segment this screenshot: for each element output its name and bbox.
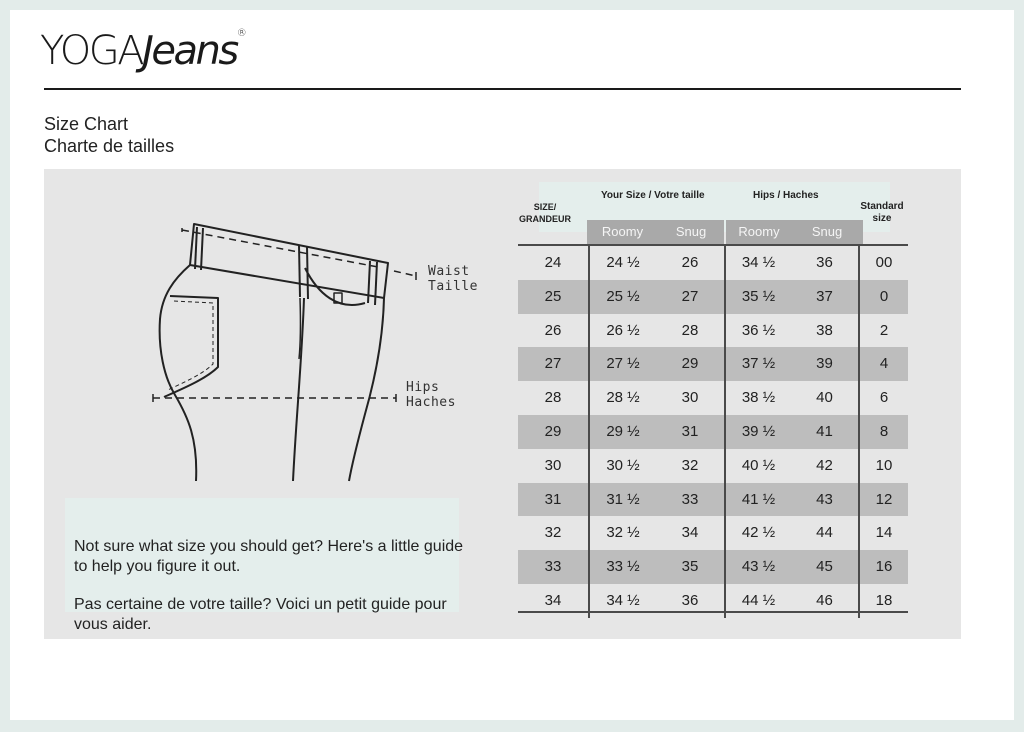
table-cell: 38 ½ bbox=[724, 381, 791, 415]
table-cell: 32 bbox=[544, 524, 562, 542]
table-cell: 29 bbox=[518, 415, 588, 449]
table-cell: 40 bbox=[816, 389, 833, 407]
table-cell: 34 bbox=[681, 524, 699, 542]
table-cell: 28 ½ bbox=[588, 381, 656, 415]
table-cell: 43 bbox=[791, 483, 858, 517]
table-cell: 39 bbox=[791, 347, 858, 381]
hips-label-fr: Haches bbox=[406, 395, 456, 410]
table-cell: 10 bbox=[858, 449, 908, 483]
table-row bbox=[518, 483, 908, 517]
table-cell: 30 ½ bbox=[588, 449, 656, 483]
table-cell: 27 bbox=[518, 347, 588, 381]
table-row bbox=[518, 246, 908, 280]
table-cell: 42 ½ bbox=[724, 516, 791, 550]
hips-roomy-header: Roomy bbox=[738, 224, 780, 239]
table-cell: 44 bbox=[816, 524, 833, 542]
table-cell: 8 bbox=[858, 415, 908, 449]
table-cell: 27 ½ bbox=[588, 347, 656, 381]
table-cell: 25 ½ bbox=[588, 280, 656, 314]
hips-label-en: Hips bbox=[406, 380, 440, 395]
table-cell: 44 ½ bbox=[724, 584, 791, 618]
table-cell: 36 bbox=[816, 254, 833, 271]
table-cell: 27 bbox=[656, 280, 724, 314]
table-cell: 41 ½ bbox=[724, 483, 791, 517]
standard-header-line2: size bbox=[872, 213, 892, 224]
table-cell: 6 bbox=[858, 381, 908, 415]
jeans-diagram bbox=[78, 199, 478, 499]
title-en: Size Chart bbox=[44, 114, 129, 134]
table-cell: 41 bbox=[791, 415, 858, 449]
table-cell: 42 bbox=[816, 456, 833, 474]
table-cell: 35 bbox=[656, 550, 724, 584]
table-row bbox=[518, 280, 908, 314]
help-note-fr: Pas certaine de votre taille? Voici un petit guide pour vous aider. bbox=[74, 596, 447, 633]
hips-label bbox=[406, 380, 456, 410]
table-cell: 0 bbox=[858, 280, 908, 314]
table-cell: 30 bbox=[681, 389, 699, 407]
table-cell: 39 ½ bbox=[724, 415, 791, 449]
table-cell: 33 bbox=[656, 483, 724, 517]
brand-logo-reg: ® bbox=[236, 28, 247, 39]
table-row bbox=[518, 550, 908, 584]
table-row bbox=[518, 314, 908, 348]
size-header bbox=[516, 201, 574, 225]
table-cell: 34 ½ bbox=[724, 246, 791, 280]
table-cell: 37 ½ bbox=[724, 347, 791, 381]
table-cell: 28 bbox=[544, 389, 562, 407]
table-cell: 36 ½ bbox=[724, 314, 791, 348]
size-table-body bbox=[518, 246, 908, 618]
table-cell: 31 bbox=[656, 415, 724, 449]
your-size-snug-header: Snug bbox=[675, 224, 707, 239]
table-cell: 36 bbox=[681, 591, 699, 609]
table-cell: 34 bbox=[544, 591, 562, 609]
header-rule bbox=[44, 88, 961, 90]
table-cell: 35 ½ bbox=[724, 280, 791, 314]
table-cell: 26 bbox=[544, 321, 562, 339]
standard-header-line1: Standard bbox=[860, 201, 904, 212]
table-cell: 34 ½ bbox=[588, 584, 656, 618]
table-row bbox=[518, 415, 908, 449]
table-cell: 26 bbox=[681, 254, 699, 271]
size-header-fr: GRANDEUR bbox=[518, 214, 571, 224]
your-size-header: Your Size / Votre taille bbox=[601, 190, 705, 201]
brand-logo bbox=[40, 28, 247, 74]
waist-label bbox=[428, 264, 478, 294]
table-cell: 25 bbox=[518, 280, 588, 314]
size-header-en: SIZE/ bbox=[533, 202, 557, 212]
table-cell: 24 bbox=[544, 254, 562, 271]
brand-logo-yoga: YOGA bbox=[40, 28, 143, 74]
table-cell: 2 bbox=[858, 314, 908, 348]
table-cell: 00 bbox=[858, 246, 908, 280]
table-cell: 45 bbox=[791, 550, 858, 584]
table-cell: 32 bbox=[681, 456, 699, 474]
table-cell: 40 ½ bbox=[724, 449, 791, 483]
hips-snug-header: Snug bbox=[811, 224, 843, 239]
table-cell: 29 bbox=[656, 347, 724, 381]
help-note-en: Not sure what size you should get? Here's a little guide to help you figure it out. bbox=[74, 538, 464, 575]
table-cell: 32 ½ bbox=[588, 516, 656, 550]
table-cell: 29 ½ bbox=[588, 415, 656, 449]
table-cell: 14 bbox=[858, 516, 908, 550]
waistband-shape bbox=[190, 224, 388, 298]
table-cell: 26 ½ bbox=[588, 314, 656, 348]
table-cell: 28 bbox=[681, 321, 699, 339]
waist-label-en: Waist bbox=[428, 264, 470, 279]
table-cell: 31 bbox=[518, 483, 588, 517]
title-fr: Charte de tailles bbox=[44, 136, 175, 156]
waist-label-fr: Taille bbox=[428, 279, 478, 294]
page-title bbox=[44, 113, 174, 157]
table-cell: 33 bbox=[518, 550, 588, 584]
table-row bbox=[518, 347, 908, 381]
table-cell: 33 ½ bbox=[588, 550, 656, 584]
table-cell: 12 bbox=[858, 483, 908, 517]
table-cell: 46 bbox=[816, 591, 833, 609]
table-cell: 18 bbox=[858, 584, 908, 618]
table-cell: 16 bbox=[858, 550, 908, 584]
table-bottom-rule bbox=[518, 611, 908, 613]
table-cell: 37 bbox=[791, 280, 858, 314]
table-row bbox=[518, 381, 908, 415]
hips-header: Hips / Haches bbox=[753, 190, 819, 201]
table-cell: 30 bbox=[544, 456, 562, 474]
table-cell: 31 ½ bbox=[588, 483, 656, 517]
table-cell: 4 bbox=[858, 347, 908, 381]
table-cell: 43 ½ bbox=[724, 550, 791, 584]
table-cell: 24 ½ bbox=[588, 246, 656, 280]
table-cell: 38 bbox=[816, 321, 833, 339]
brand-logo-jeans: Jeans bbox=[142, 28, 237, 74]
your-size-roomy-header: Roomy bbox=[601, 224, 644, 239]
table-row bbox=[518, 449, 908, 483]
table-row bbox=[518, 516, 908, 550]
